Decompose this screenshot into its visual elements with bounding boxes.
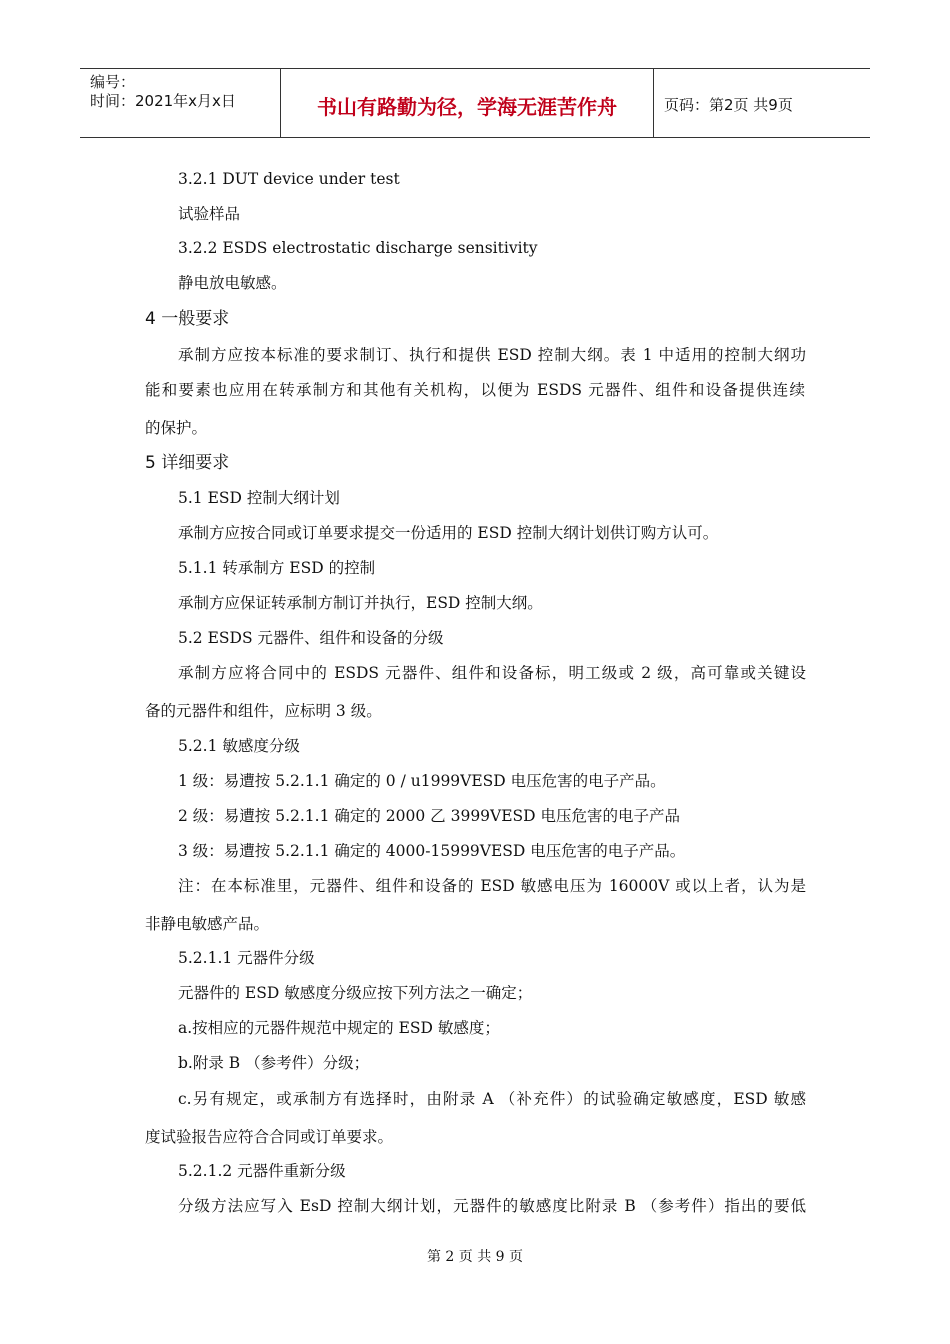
section-heading-4: 4 一般要求 — [145, 309, 230, 329]
paragraph-line: 承制方应按本标准的要求制订、执行和提供 ESD 控制大纲。表 1 中适用的控制大纲功 — [178, 346, 806, 364]
term-esds-translation: 静电放电敏感。 — [178, 274, 287, 292]
paragraph-line: 备的元器件和组件，应标明 3 级。 — [145, 702, 382, 720]
term-dut: 3.2.1 DUT device under test — [178, 170, 400, 188]
list-item-c-cont: 度试验报告应符合合同或订单要求。 — [145, 1128, 394, 1146]
term-dut-translation: 试验样品 — [178, 205, 241, 223]
header-motto-cell — [281, 69, 654, 137]
paragraph-line: 承制方应保证转承制方制订并执行，ESD 控制大纲。 — [178, 594, 543, 612]
subsection-5-2-1: 5.2.1 敏感度分级 — [178, 737, 300, 755]
serial-number-label: 编号： — [90, 73, 136, 91]
subsection-5-2: 5.2 ESDS 元器件、组件和设备的分级 — [178, 629, 444, 647]
section-heading-5: 5 详细要求 — [145, 453, 230, 473]
subsection-5-1-1: 5.1.1 转承制方 ESD 的控制 — [178, 559, 376, 577]
paragraph-line: 承制方应将合同中的 ESDS 元器件、组件和设备标，明工级或 2 级，高可靠或关键设 — [178, 664, 806, 682]
class-2-line: 2 级：易遭按 5.2.1.1 确定的 2000 乙 3999VESD 电压危害的电子产品 — [178, 807, 681, 825]
list-item-c: c.另有规定，或承制方有选择时，由附录 A （补充件）的试验确定敏感度，ESD 敏感 — [178, 1090, 806, 1108]
paragraph-line: 的保护。 — [145, 419, 208, 437]
subsection-5-1: 5.1 ESD 控制大纲计划 — [178, 489, 340, 507]
paragraph-line: 元器件的 ESD 敏感度分级应按下列方法之一确定； — [178, 984, 533, 1002]
motto-text: 书山有路勤为径，学海无涯苦作舟 — [317, 95, 617, 119]
note-line: 非静电敏感产品。 — [145, 915, 270, 933]
header-page-cell — [654, 69, 870, 137]
note-line: 注：在本标准里，元器件、组件和设备的 ESD 敏感电压为 16000V 或以上者，认为是 — [178, 877, 806, 895]
date-label: 时间：2021年x月x日 — [90, 92, 236, 110]
list-item-a: a.按相应的元器件规范中规定的 ESD 敏感度； — [178, 1019, 500, 1037]
paragraph-line: 分级方法应写入 EsD 控制大纲计划，元器件的敏感度比附录 B （参考件）指出的要低 — [178, 1197, 806, 1215]
header-page-info: 页码：第2页 共9页 — [664, 96, 793, 114]
class-3-line: 3 级：易遭按 5.2.1.1 确定的 4000-15999VESD 电压危害的电子产品。 — [178, 842, 686, 860]
class-1-line: 1 级：易遭按 5.2.1.1 确定的 0 / u1999VESD 电压危害的电子产品。 — [178, 772, 666, 790]
subsection-5-2-1-1: 5.2.1.1 元器件分级 — [178, 949, 315, 967]
page-header — [80, 68, 870, 138]
paragraph-line: 能和要素也应用在转承制方和其他有关机构，以便为 ESDS 元器件、组件和设备提供连续 — [145, 381, 805, 399]
list-item-b: b.附录 B （参考件）分级； — [178, 1054, 370, 1072]
subsection-5-2-1-2: 5.2.1.2 元器件重新分级 — [178, 1162, 346, 1180]
term-esds: 3.2.2 ESDS electrostatic discharge sensitivity — [178, 239, 538, 257]
header-meta-cell — [80, 69, 281, 137]
paragraph-line: 承制方应按合同或订单要求提交一份适用的 ESD 控制大纲计划供订购方认可。 — [178, 524, 719, 542]
page-footer: 第 2 页 共 9 页 — [426, 1249, 524, 1265]
